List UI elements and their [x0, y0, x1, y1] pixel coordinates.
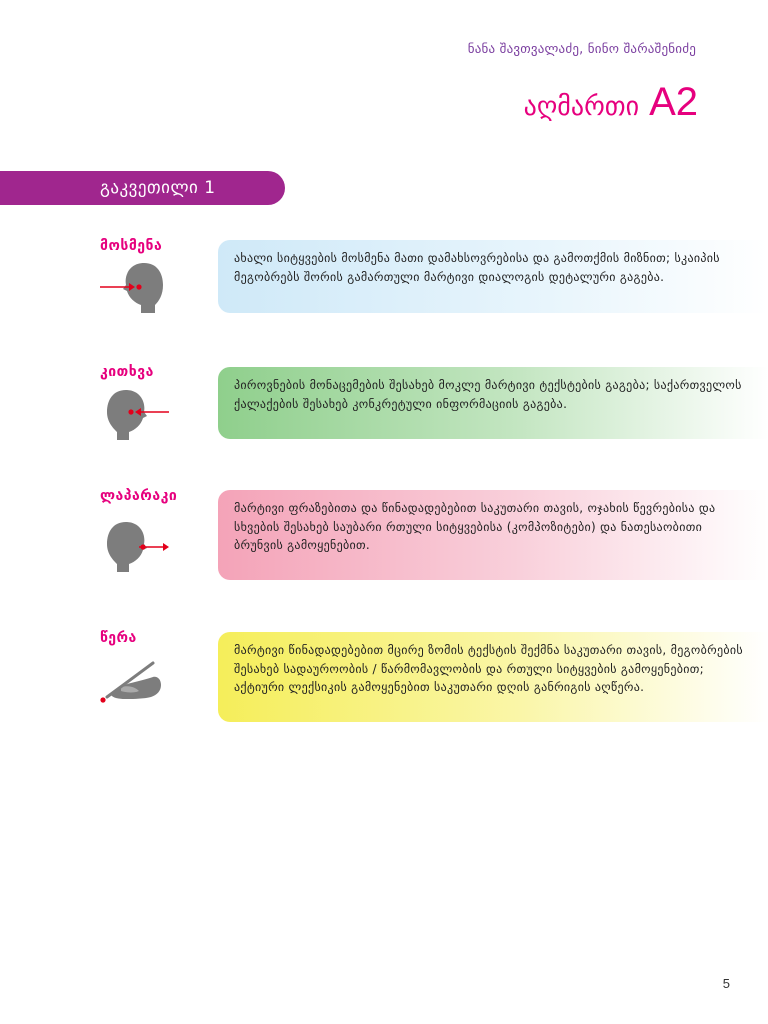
skill-box-writing: მარტივი წინადადებებით მცირე ზომის ტექსტის შექმნა საკუთარი თავის, მეგობრების შესახებ სადაუროობის / წარმომავლობის და რთული სიტყვების გამოყენებით; აქტიური ლექსიკის გამოყენებით საკუთარი დღის განრიგის აღწერა. [218, 632, 768, 722]
skill-title-reading: კითხვა [100, 364, 154, 380]
writing-hand-icon [95, 655, 175, 715]
skill-box-reading: პიროვნების მონაცემების შესახებ მოკლე მარტივი ტექსტების გაგება; საქართველოს ქალაქების შესახებ კონკრეტული ინფორმაციის გაგება. [218, 367, 768, 439]
listening-head-icon [95, 255, 175, 315]
skill-box-listening: ახალი სიტყვების მოსმენა მათი დამახსოვრებისა და გამოთქმის მიზნით; სკაიპის მეგობრებს შორის გამართული მარტივი დიალოგის დეტალური გაგება. [218, 240, 768, 313]
skill-box-speaking: მარტივი ფრაზებითა და წინადადებებით საკუთარი თავის, ოჯახის წევრებისა და სხვების შესახებ საუბარი რთული სიტყვებისა (კომპოზიტები) და ნათესაობითი ბრუნვის გამოყენებით. [218, 490, 768, 580]
level-title [524, 80, 698, 125]
reading-head-icon [95, 382, 175, 442]
lesson-title-bar: გაკვეთილი 1 [0, 171, 285, 205]
authors: ნანა შავთვალაძე, ნინო შარაშენიძე [467, 42, 696, 57]
level-code: A2 [649, 80, 698, 124]
skill-title-writing: წერა [100, 630, 137, 646]
skill-title-listening: მოსმენა [100, 238, 163, 254]
speaking-head-icon [95, 514, 175, 574]
skill-title-speaking: ლაპარაკი [100, 488, 178, 504]
level-word: აღმართი [523, 92, 640, 122]
page-number: 5 [722, 976, 730, 991]
